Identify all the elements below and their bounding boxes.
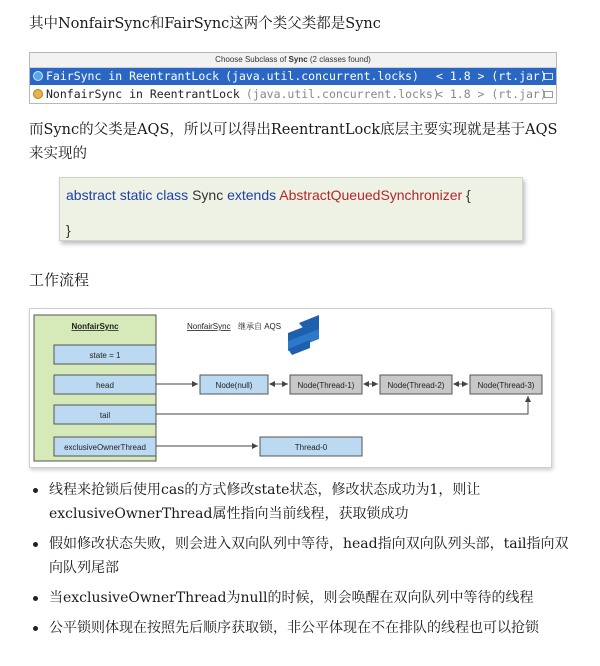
class-name: NonfairSync in ReentrantLock (java.util.concurrent.locks) xyxy=(46,87,440,101)
chooser-title: Choose Subclass of Sync (2 classes found) xyxy=(30,53,556,68)
inherit-label: NonfairSync xyxy=(187,322,231,331)
bullet-item: 线程来抢锁后使用cas的方式修改state状态，修改状态成功为1，则让exclusiveOwnerThread属性指向当前线程，获取锁成功 xyxy=(29,478,569,526)
bullet-dot-icon xyxy=(33,542,38,547)
paragraph-aqs: 而Sync的父类是AQS，所以可以得出ReentrantLock底层主要实现就是基于AQS来实现的 xyxy=(29,122,558,162)
code-line-close: } xyxy=(66,222,71,238)
bullet-item: 公平锁则体现在按照先后顺序获取锁，非公平体现在不在排队的线程也可以抢锁 xyxy=(29,616,569,640)
workflow-diagram xyxy=(29,308,552,468)
bullet-item: 当exclusiveOwnerThread为null的时候，则会唤醒在双向队列中等待的线程 xyxy=(29,586,569,610)
aqs-logo-icon xyxy=(288,315,319,355)
code-line-declaration: abstract static class Sync extends AbstractQueuedSynchronizer { xyxy=(66,187,471,203)
bullet-dot-icon xyxy=(33,626,38,631)
node-null-label: Node(null) xyxy=(215,381,253,390)
thread-0-label: Thread-0 xyxy=(294,443,328,452)
field-head-label: head xyxy=(96,381,114,390)
node-thread-1-label: Node(Thread-1) xyxy=(297,381,355,390)
jar-icon xyxy=(544,73,553,80)
node-thread-3-label: Node(Thread-3) xyxy=(477,381,535,390)
section-title: 工作流程 xyxy=(29,271,90,289)
workflow-svg xyxy=(30,309,551,467)
inherit-text: 继承自 AQS xyxy=(238,322,282,331)
chooser-row-nonfairsync[interactable] xyxy=(30,86,556,103)
node-thread-2-label: Node(Thread-2) xyxy=(387,381,445,390)
chooser-row-fairsync[interactable] xyxy=(30,68,556,85)
jdk-label: < 1.8 > (rt.jar) xyxy=(436,87,547,101)
tail-arrow xyxy=(156,396,528,414)
bullet-item: 假如修改状态失败，则会进入双向队列中等待，head指向双向队列头部，tail指向双向队列尾部 xyxy=(29,532,569,580)
class-icon xyxy=(33,71,43,81)
bullet-dot-icon xyxy=(33,596,38,601)
class-icon xyxy=(33,89,43,99)
nonfairsync-title: NonfairSync xyxy=(71,322,119,331)
bullet-dot-icon xyxy=(33,488,38,493)
field-state-label: state = 1 xyxy=(89,351,121,360)
subclass-chooser-popup xyxy=(29,52,557,104)
field-tail-label: tail xyxy=(99,411,111,420)
field-owner-label: exclusiveOwnerThread xyxy=(64,443,146,452)
class-name: FairSync in ReentrantLock (java.util.concurrent.locks) xyxy=(46,69,419,83)
jar-icon xyxy=(544,91,553,98)
code-block xyxy=(59,177,523,241)
jdk-label: < 1.8 > (rt.jar) xyxy=(436,69,547,83)
workflow-bullets xyxy=(29,478,569,646)
intro-text: 其中NonfairSync和FairSync这两个类父类都是Sync xyxy=(29,16,381,32)
